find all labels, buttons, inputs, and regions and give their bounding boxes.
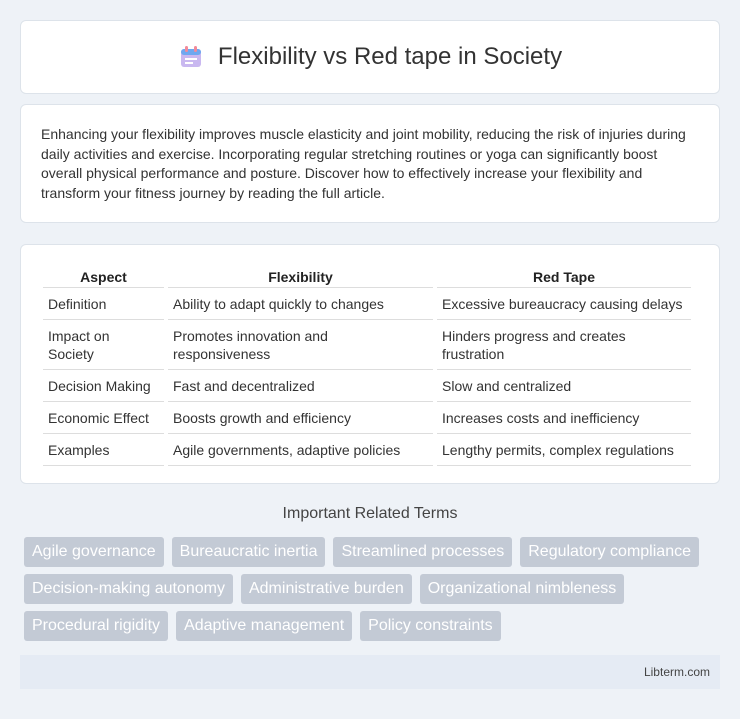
related-term-tag[interactable]: Decision-making autonomy	[24, 574, 233, 604]
table-cell: Promotes innovation and responsiveness	[168, 320, 433, 370]
table-cell: Boosts growth and efficiency	[168, 402, 433, 434]
table-cell: Economic Effect	[43, 402, 164, 434]
header-card	[20, 20, 720, 94]
related-term-tag[interactable]: Organizational nimbleness	[420, 574, 625, 604]
page-title: Flexibility vs Red tape in Society	[217, 43, 563, 70]
table-cell: Lengthy permits, complex regulations	[437, 434, 691, 466]
intro-text: Enhancing your flexibility improves muscle elasticity and joint mobility, reducing the risk of injuries during daily activities and exercise. Incorporating regular stretching routines or yoga can significantly boost overall physical performance and posture. Discover how to effectively increase your flexibility and transform your fitness journey by reading the full article.	[41, 126, 686, 201]
related-term-tag[interactable]: Adaptive management	[176, 611, 352, 641]
footer-site-link[interactable]: Libterm.com	[643, 665, 710, 679]
table-cell: Examples	[43, 434, 164, 466]
table-cell: Excessive bureaucracy causing delays	[437, 288, 691, 320]
related-terms-list	[24, 537, 724, 648]
intro-card	[20, 104, 720, 223]
comparison-card	[20, 244, 720, 484]
header-flexibility: Flexibility	[168, 265, 433, 288]
table-row	[43, 434, 691, 466]
table-cell: Ability to adapt quickly to changes	[168, 288, 433, 320]
related-term-tag[interactable]: Policy constraints	[360, 611, 501, 641]
table-cell: Definition	[43, 288, 164, 320]
table-cell: Decision Making	[43, 370, 164, 402]
calendar-icon	[178, 44, 204, 70]
table-cell: Agile governments, adaptive policies	[168, 434, 433, 466]
related-term-tag[interactable]: Bureaucratic inertia	[172, 537, 326, 567]
table-row	[43, 320, 691, 370]
related-term-tag[interactable]: Procedural rigidity	[24, 611, 168, 641]
table-row	[43, 402, 691, 434]
table-cell: Increases costs and inefficiency	[437, 402, 691, 434]
related-term-tag[interactable]: Administrative burden	[241, 574, 412, 604]
related-terms-title: Important Related Terms	[282, 505, 458, 522]
table-cell: Fast and decentralized	[168, 370, 433, 402]
header-aspect: Aspect	[43, 265, 164, 288]
header-red-tape: Red Tape	[437, 265, 691, 288]
related-term-tag[interactable]: Regulatory compliance	[520, 537, 699, 567]
related-term-tag[interactable]: Streamlined processes	[333, 537, 512, 567]
footer	[20, 655, 720, 689]
table-cell: Hinders progress and creates frustration	[437, 320, 691, 370]
table-row	[43, 370, 691, 402]
table-cell: Slow and centralized	[437, 370, 691, 402]
table-header-row	[43, 265, 691, 288]
table-row	[43, 288, 691, 320]
comparison-table	[39, 265, 695, 466]
table-cell: Impact on Society	[43, 320, 164, 370]
related-term-tag[interactable]: Agile governance	[24, 537, 164, 567]
